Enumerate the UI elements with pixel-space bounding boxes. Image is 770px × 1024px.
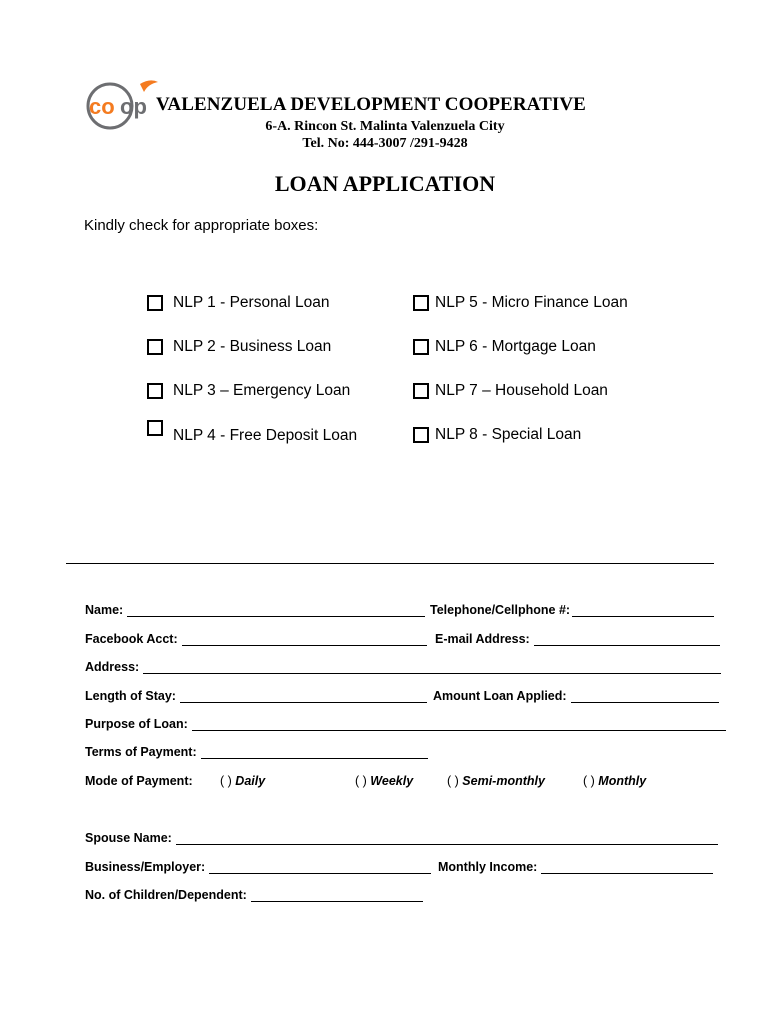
mode-of-payment-label: Mode of Payment: bbox=[85, 774, 193, 788]
organization-name: VALENZUELA DEVELOPMENT COOPERATIVE bbox=[156, 94, 586, 115]
payment-option-daily[interactable] bbox=[220, 774, 265, 788]
facebook-label: Facebook Acct: bbox=[85, 632, 178, 646]
payment-option-label: Daily bbox=[235, 774, 266, 788]
children-label: No. of Children/Dependent: bbox=[85, 888, 247, 902]
checkbox[interactable] bbox=[413, 427, 429, 443]
loan-option-nlp8[interactable] bbox=[413, 426, 581, 444]
email-label: E-mail Address: bbox=[435, 632, 530, 646]
telephone-input-line[interactable] bbox=[572, 603, 714, 617]
section-divider bbox=[66, 563, 714, 564]
loan-option-label: NLP 5 - Micro Finance Loan bbox=[435, 294, 628, 311]
loan-option-label: NLP 4 - Free Deposit Loan bbox=[173, 427, 358, 444]
name-field[interactable] bbox=[85, 603, 425, 617]
radio-parens[interactable]: ( ) bbox=[583, 774, 595, 788]
children-input-line[interactable] bbox=[251, 888, 423, 902]
length-of-stay-label: Length of Stay: bbox=[85, 689, 176, 703]
monthly-income-input-line[interactable] bbox=[541, 860, 713, 874]
radio-parens[interactable]: ( ) bbox=[220, 774, 232, 788]
loan-option-label: NLP 1 - Personal Loan bbox=[173, 294, 330, 311]
radio-parens[interactable]: ( ) bbox=[447, 774, 459, 788]
purpose-label: Purpose of Loan: bbox=[85, 717, 188, 731]
business-field[interactable] bbox=[85, 860, 431, 874]
radio-parens[interactable]: ( ) bbox=[355, 774, 367, 788]
instructions: Kindly check for appropriate boxes: bbox=[84, 217, 319, 234]
payment-option-label: Semi-monthly bbox=[462, 774, 545, 788]
address-input-line[interactable] bbox=[143, 660, 721, 674]
loan-option-label: NLP 3 – Emergency Loan bbox=[173, 382, 351, 399]
loan-option-nlp1[interactable] bbox=[147, 294, 330, 312]
monthly-income-field[interactable] bbox=[438, 860, 713, 874]
checkbox[interactable] bbox=[147, 383, 163, 399]
name-input-line[interactable] bbox=[127, 603, 425, 617]
svg-text:op: op bbox=[120, 94, 147, 119]
telephone-field[interactable] bbox=[430, 603, 714, 617]
loan-option-nlp5[interactable] bbox=[413, 294, 628, 312]
loan-option-nlp6[interactable] bbox=[413, 338, 596, 356]
name-label: Name: bbox=[85, 603, 124, 617]
children-field[interactable] bbox=[85, 888, 423, 902]
loan-option-label: NLP 2 - Business Loan bbox=[173, 338, 332, 355]
checkbox[interactable] bbox=[147, 295, 163, 311]
loan-option-label: NLP 6 - Mortgage Loan bbox=[435, 338, 596, 355]
svg-text:co: co bbox=[89, 94, 115, 119]
amount-loan-field[interactable] bbox=[433, 689, 719, 703]
terms-field[interactable] bbox=[85, 745, 428, 759]
loan-option-label: NLP 7 – Household Loan bbox=[435, 382, 608, 399]
form-title: LOAN APPLICATION bbox=[274, 171, 496, 196]
organization-phone: Tel. No: 444-3007 /291-9428 bbox=[302, 136, 468, 151]
loan-option-nlp4[interactable] bbox=[147, 420, 357, 445]
loan-option-nlp3[interactable] bbox=[147, 382, 350, 400]
checkbox[interactable] bbox=[413, 295, 429, 311]
email-input-line[interactable] bbox=[534, 632, 720, 646]
length-of-stay-field[interactable] bbox=[85, 689, 427, 703]
terms-label: Terms of Payment: bbox=[85, 745, 197, 759]
checkbox[interactable] bbox=[147, 420, 163, 436]
spouse-label: Spouse Name: bbox=[85, 831, 172, 845]
business-input-line[interactable] bbox=[209, 860, 431, 874]
organization-address: 6-A. Rincon St. Malinta Valenzuela City bbox=[265, 119, 505, 134]
mode-of-payment-label-wrap bbox=[85, 774, 193, 788]
amount-loan-label: Amount Loan Applied: bbox=[433, 689, 567, 703]
spouse-field[interactable] bbox=[85, 831, 718, 845]
checkbox[interactable] bbox=[147, 339, 163, 355]
purpose-input-line[interactable] bbox=[192, 717, 726, 731]
amount-loan-input-line[interactable] bbox=[571, 689, 719, 703]
checkbox[interactable] bbox=[413, 339, 429, 355]
payment-option-weekly[interactable] bbox=[355, 774, 413, 788]
business-label: Business/Employer: bbox=[85, 860, 206, 874]
terms-input-line[interactable] bbox=[201, 745, 428, 759]
telephone-label: Telephone/Cellphone #: bbox=[430, 603, 571, 617]
email-field[interactable] bbox=[435, 632, 720, 646]
payment-option-semi-monthly[interactable] bbox=[447, 774, 545, 788]
purpose-field[interactable] bbox=[85, 717, 726, 731]
length-of-stay-input-line[interactable] bbox=[180, 689, 427, 703]
facebook-field[interactable] bbox=[85, 632, 427, 646]
monthly-income-label: Monthly Income: bbox=[438, 860, 538, 874]
payment-option-monthly[interactable] bbox=[583, 774, 646, 788]
address-field[interactable] bbox=[85, 660, 721, 674]
address-label: Address: bbox=[85, 660, 140, 674]
facebook-input-line[interactable] bbox=[182, 632, 427, 646]
loan-option-label: NLP 8 - Special Loan bbox=[435, 426, 582, 443]
payment-option-label: Weekly bbox=[370, 774, 414, 788]
loan-option-nlp7[interactable] bbox=[413, 382, 608, 400]
payment-option-label: Monthly bbox=[598, 774, 647, 788]
checkbox[interactable] bbox=[413, 383, 429, 399]
loan-option-nlp2[interactable] bbox=[147, 338, 331, 356]
spouse-input-line[interactable] bbox=[176, 831, 718, 845]
